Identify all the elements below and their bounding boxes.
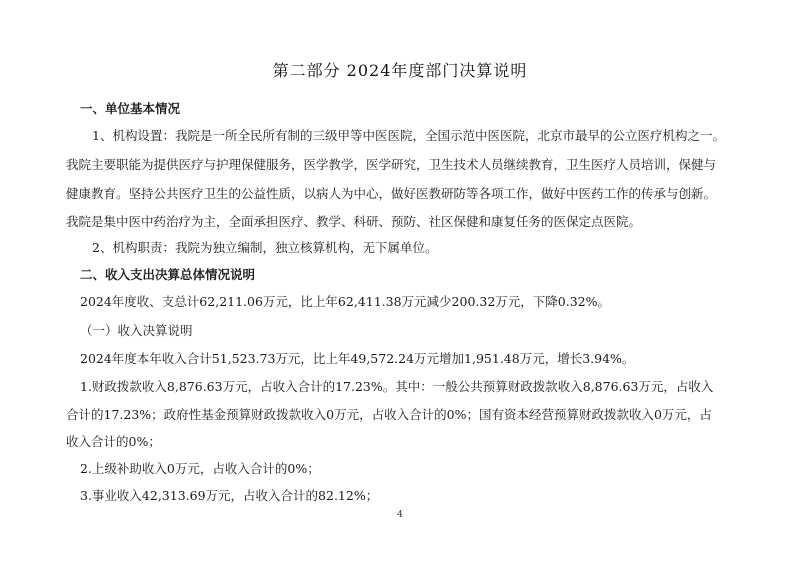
page-number: 4 xyxy=(397,510,403,520)
paragraph-line: 1.财政拨款收入8,876.63万元，占收入合计的17.23%。其中：一般公共预算财政拨款收入8,876.63万元，占收入 xyxy=(80,379,714,394)
paragraph-line: 收入合计的0%； xyxy=(66,434,161,449)
section-heading-unit-basics: 一、单位基本情况 xyxy=(80,101,181,116)
paragraph-line: 合计的17.23%；政府性基金预算财政拨款收入0万元，占收入合计的0%；国有资本经营预算财政拨款收入0万元，占 xyxy=(66,407,712,422)
paragraph-line: 2024年度收、支总计62,211.06万元，比上年62,411.38万元减少200.32万元，下降0.32%。 xyxy=(80,294,610,309)
paragraph-line: 我院主要职能为提供医疗与护理保健服务，医学教学，医学研究，卫生技术人员继续教育，卫生医疗人员培训，保健与 xyxy=(66,157,717,172)
page-title: 第二部分 2024年度部门决算说明 xyxy=(272,61,528,80)
paragraph-line: 2、机构职责：我院为独立编制，独立核算机构，无下属单位。 xyxy=(92,240,438,255)
section-heading-income-expense: 二、收入支出决算总体情况说明 xyxy=(80,267,256,282)
paragraph-line: 2.上级补助收入0万元，占收入合计的0%； xyxy=(80,461,320,476)
paragraph-line: 2024年度本年收入合计51,523.73万元，比上年49,572.24万元增加1,951.48万元，增长3.94%。 xyxy=(80,351,635,366)
paragraph-line: 我院是集中医中药治疗为主，全面承担医疗、教学、科研、预防、社区保健和康复任务的医保定点医院。 xyxy=(66,214,642,229)
paragraph-line: 3.事业收入42,313.69万元，占收入合计的82.12%； xyxy=(80,488,379,503)
paragraph-line: 健康教育。坚持公共医疗卫生的公益性质，以病人为中心，做好医教研防等各项工作，做好中医药工作的传承与创新。 xyxy=(66,186,717,201)
paragraph-line: 1、机构设置：我院是一所全民所有制的三级甲等中医医院，全国示范中医医院，北京市最早的公立医疗机构之一。 xyxy=(92,128,725,143)
subsection-heading-income: （一）收入决算说明 xyxy=(80,323,193,338)
